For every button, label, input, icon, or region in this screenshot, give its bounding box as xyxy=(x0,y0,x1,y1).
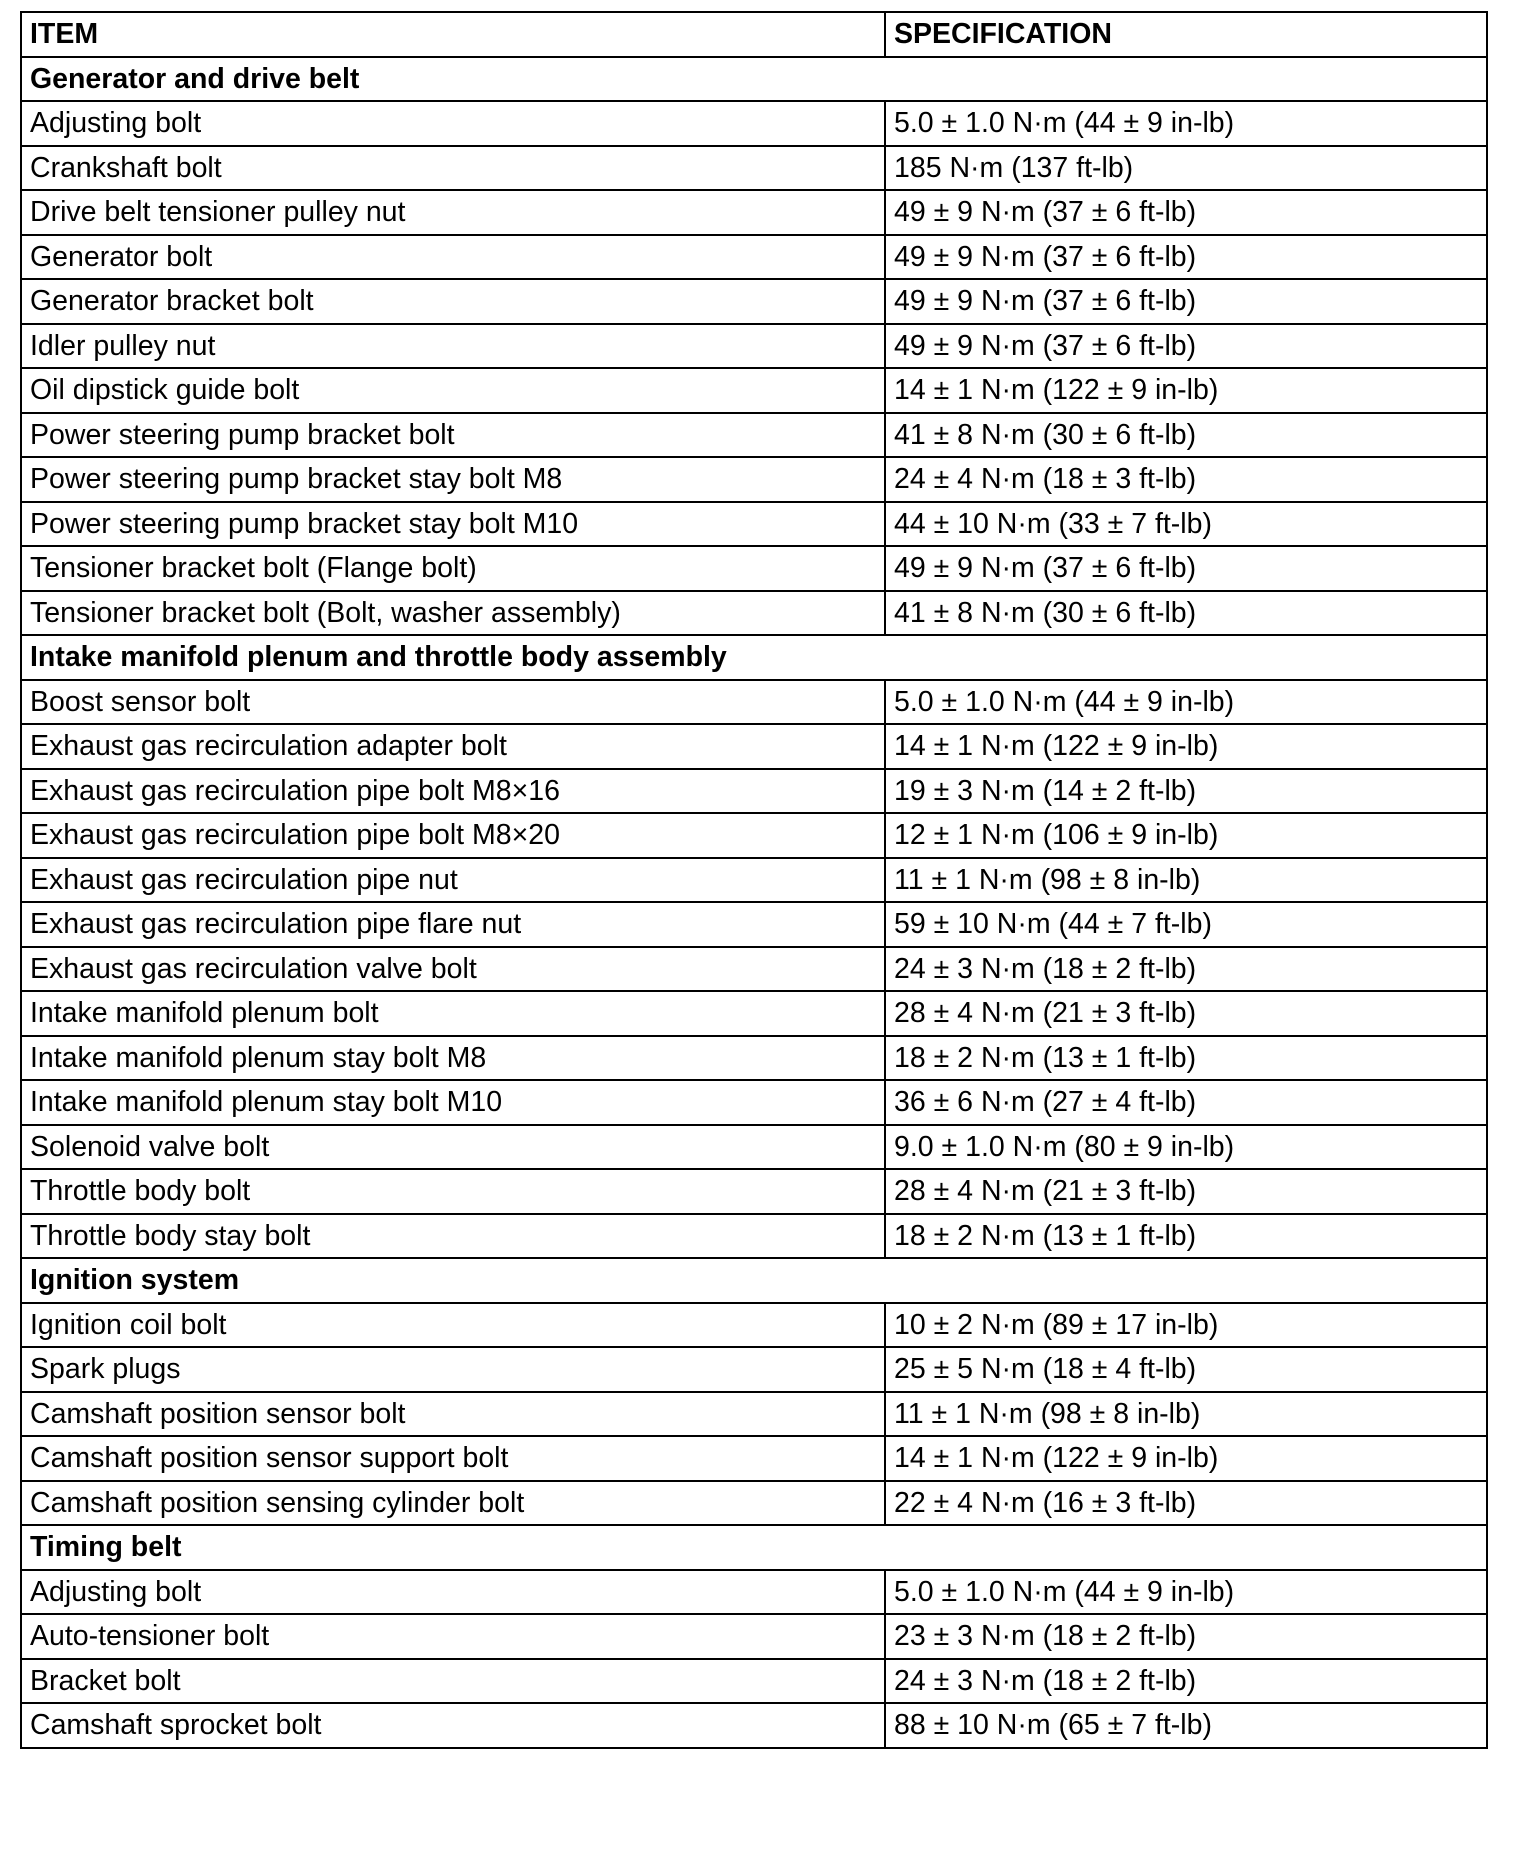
specification-cell: 88 ± 10 N·m (65 ± 7 ft-lb) xyxy=(885,1703,1487,1748)
table-row xyxy=(21,546,1487,591)
item-cell: Intake manifold plenum bolt xyxy=(21,991,885,1036)
item-cell: Throttle body bolt xyxy=(21,1169,885,1214)
section-heading-row xyxy=(21,1525,1487,1570)
column-header-item: ITEM xyxy=(21,12,885,57)
item-cell: Bracket bolt xyxy=(21,1659,885,1704)
column-header-specification: SPECIFICATION xyxy=(885,12,1487,57)
item-cell: Generator bolt xyxy=(21,235,885,280)
specification-cell: 185 N·m (137 ft-lb) xyxy=(885,146,1487,191)
specification-cell: 25 ± 5 N·m (18 ± 4 ft-lb) xyxy=(885,1347,1487,1392)
torque-specification-table xyxy=(20,11,1488,1749)
table-row xyxy=(21,1080,1487,1125)
table-row xyxy=(21,1659,1487,1704)
item-cell: Power steering pump bracket stay bolt M10 xyxy=(21,502,885,547)
specification-cell: 59 ± 10 N·m (44 ± 7 ft-lb) xyxy=(885,902,1487,947)
table-row xyxy=(21,324,1487,369)
table-row xyxy=(21,813,1487,858)
item-cell: Exhaust gas recirculation pipe nut xyxy=(21,858,885,903)
specification-cell: 49 ± 9 N·m (37 ± 6 ft-lb) xyxy=(885,235,1487,280)
specification-cell: 5.0 ± 1.0 N·m (44 ± 9 in-lb) xyxy=(885,101,1487,146)
table-row xyxy=(21,591,1487,636)
table-row xyxy=(21,190,1487,235)
table-row xyxy=(21,902,1487,947)
specification-cell: 36 ± 6 N·m (27 ± 4 ft-lb) xyxy=(885,1080,1487,1125)
item-cell: Drive belt tensioner pulley nut xyxy=(21,190,885,235)
item-cell: Idler pulley nut xyxy=(21,324,885,369)
item-cell: Exhaust gas recirculation valve bolt xyxy=(21,947,885,992)
specification-cell: 11 ± 1 N·m (98 ± 8 in-lb) xyxy=(885,858,1487,903)
specification-cell: 5.0 ± 1.0 N·m (44 ± 9 in-lb) xyxy=(885,680,1487,725)
item-cell: Exhaust gas recirculation pipe bolt M8×20 xyxy=(21,813,885,858)
section-title: Generator and drive belt xyxy=(21,57,1487,102)
specification-cell: 24 ± 4 N·m (18 ± 3 ft-lb) xyxy=(885,457,1487,502)
table-row xyxy=(21,858,1487,903)
specification-cell: 9.0 ± 1.0 N·m (80 ± 9 in-lb) xyxy=(885,1125,1487,1170)
specification-cell: 49 ± 9 N·m (37 ± 6 ft-lb) xyxy=(885,546,1487,591)
specification-cell: 14 ± 1 N·m (122 ± 9 in-lb) xyxy=(885,724,1487,769)
item-cell: Spark plugs xyxy=(21,1347,885,1392)
table-row xyxy=(21,235,1487,280)
item-cell: Intake manifold plenum stay bolt M10 xyxy=(21,1080,885,1125)
specification-cell: 14 ± 1 N·m (122 ± 9 in-lb) xyxy=(885,368,1487,413)
specification-cell: 22 ± 4 N·m (16 ± 3 ft-lb) xyxy=(885,1481,1487,1526)
specification-cell: 49 ± 9 N·m (37 ± 6 ft-lb) xyxy=(885,190,1487,235)
table-row xyxy=(21,1570,1487,1615)
section-title: Ignition system xyxy=(21,1258,1487,1303)
table-row xyxy=(21,991,1487,1036)
specification-cell: 23 ± 3 N·m (18 ± 2 ft-lb) xyxy=(885,1614,1487,1659)
item-cell: Boost sensor bolt xyxy=(21,680,885,725)
item-cell: Generator bracket bolt xyxy=(21,279,885,324)
section-title: Intake manifold plenum and throttle body assembly xyxy=(21,635,1487,680)
section-heading-row xyxy=(21,635,1487,680)
table-row xyxy=(21,1169,1487,1214)
specification-cell: 44 ± 10 N·m (33 ± 7 ft-lb) xyxy=(885,502,1487,547)
specification-cell: 49 ± 9 N·m (37 ± 6 ft-lb) xyxy=(885,324,1487,369)
table-row xyxy=(21,1614,1487,1659)
item-cell: Power steering pump bracket bolt xyxy=(21,413,885,458)
item-cell: Camshaft position sensor support bolt xyxy=(21,1436,885,1481)
table-row xyxy=(21,1703,1487,1748)
specification-cell: 5.0 ± 1.0 N·m (44 ± 9 in-lb) xyxy=(885,1570,1487,1615)
specification-cell: 49 ± 9 N·m (37 ± 6 ft-lb) xyxy=(885,279,1487,324)
specification-cell: 19 ± 3 N·m (14 ± 2 ft-lb) xyxy=(885,769,1487,814)
table-row xyxy=(21,1436,1487,1481)
item-cell: Oil dipstick guide bolt xyxy=(21,368,885,413)
table-row xyxy=(21,279,1487,324)
item-cell: Exhaust gas recirculation adapter bolt xyxy=(21,724,885,769)
item-cell: Intake manifold plenum stay bolt M8 xyxy=(21,1036,885,1081)
table-row xyxy=(21,1303,1487,1348)
specification-cell: 12 ± 1 N·m (106 ± 9 in-lb) xyxy=(885,813,1487,858)
item-cell: Exhaust gas recirculation pipe bolt M8×16 xyxy=(21,769,885,814)
table-header-row xyxy=(21,12,1487,57)
specification-cell: 24 ± 3 N·m (18 ± 2 ft-lb) xyxy=(885,947,1487,992)
item-cell: Solenoid valve bolt xyxy=(21,1125,885,1170)
item-cell: Ignition coil bolt xyxy=(21,1303,885,1348)
table-row xyxy=(21,368,1487,413)
table-row xyxy=(21,724,1487,769)
table-row xyxy=(21,1392,1487,1437)
item-cell: Adjusting bolt xyxy=(21,101,885,146)
table-row xyxy=(21,457,1487,502)
specification-cell: 18 ± 2 N·m (13 ± 1 ft-lb) xyxy=(885,1036,1487,1081)
table-row xyxy=(21,1125,1487,1170)
item-cell: Exhaust gas recirculation pipe flare nut xyxy=(21,902,885,947)
specification-cell: 18 ± 2 N·m (13 ± 1 ft-lb) xyxy=(885,1214,1487,1259)
table-row xyxy=(21,947,1487,992)
item-cell: Crankshaft bolt xyxy=(21,146,885,191)
table-row xyxy=(21,101,1487,146)
specification-cell: 24 ± 3 N·m (18 ± 2 ft-lb) xyxy=(885,1659,1487,1704)
table-row xyxy=(21,413,1487,458)
table-row xyxy=(21,502,1487,547)
item-cell: Adjusting bolt xyxy=(21,1570,885,1615)
table-row xyxy=(21,769,1487,814)
item-cell: Throttle body stay bolt xyxy=(21,1214,885,1259)
item-cell: Camshaft sprocket bolt xyxy=(21,1703,885,1748)
table-row xyxy=(21,1214,1487,1259)
table-row xyxy=(21,680,1487,725)
table-row xyxy=(21,1036,1487,1081)
specification-cell: 10 ± 2 N·m (89 ± 17 in-lb) xyxy=(885,1303,1487,1348)
specification-cell: 28 ± 4 N·m (21 ± 3 ft-lb) xyxy=(885,991,1487,1036)
section-heading-row xyxy=(21,57,1487,102)
table-row xyxy=(21,1481,1487,1526)
table-row xyxy=(21,1347,1487,1392)
specification-cell: 11 ± 1 N·m (98 ± 8 in-lb) xyxy=(885,1392,1487,1437)
item-cell: Auto-tensioner bolt xyxy=(21,1614,885,1659)
section-heading-row xyxy=(21,1258,1487,1303)
specification-cell: 41 ± 8 N·m (30 ± 6 ft-lb) xyxy=(885,591,1487,636)
item-cell: Tensioner bracket bolt (Flange bolt) xyxy=(21,546,885,591)
specification-cell: 41 ± 8 N·m (30 ± 6 ft-lb) xyxy=(885,413,1487,458)
specification-cell: 14 ± 1 N·m (122 ± 9 in-lb) xyxy=(885,1436,1487,1481)
item-cell: Tensioner bracket bolt (Bolt, washer assembly) xyxy=(21,591,885,636)
item-cell: Power steering pump bracket stay bolt M8 xyxy=(21,457,885,502)
item-cell: Camshaft position sensing cylinder bolt xyxy=(21,1481,885,1526)
section-title: Timing belt xyxy=(21,1525,1487,1570)
table-row xyxy=(21,146,1487,191)
item-cell: Camshaft position sensor bolt xyxy=(21,1392,885,1437)
specification-cell: 28 ± 4 N·m (21 ± 3 ft-lb) xyxy=(885,1169,1487,1214)
